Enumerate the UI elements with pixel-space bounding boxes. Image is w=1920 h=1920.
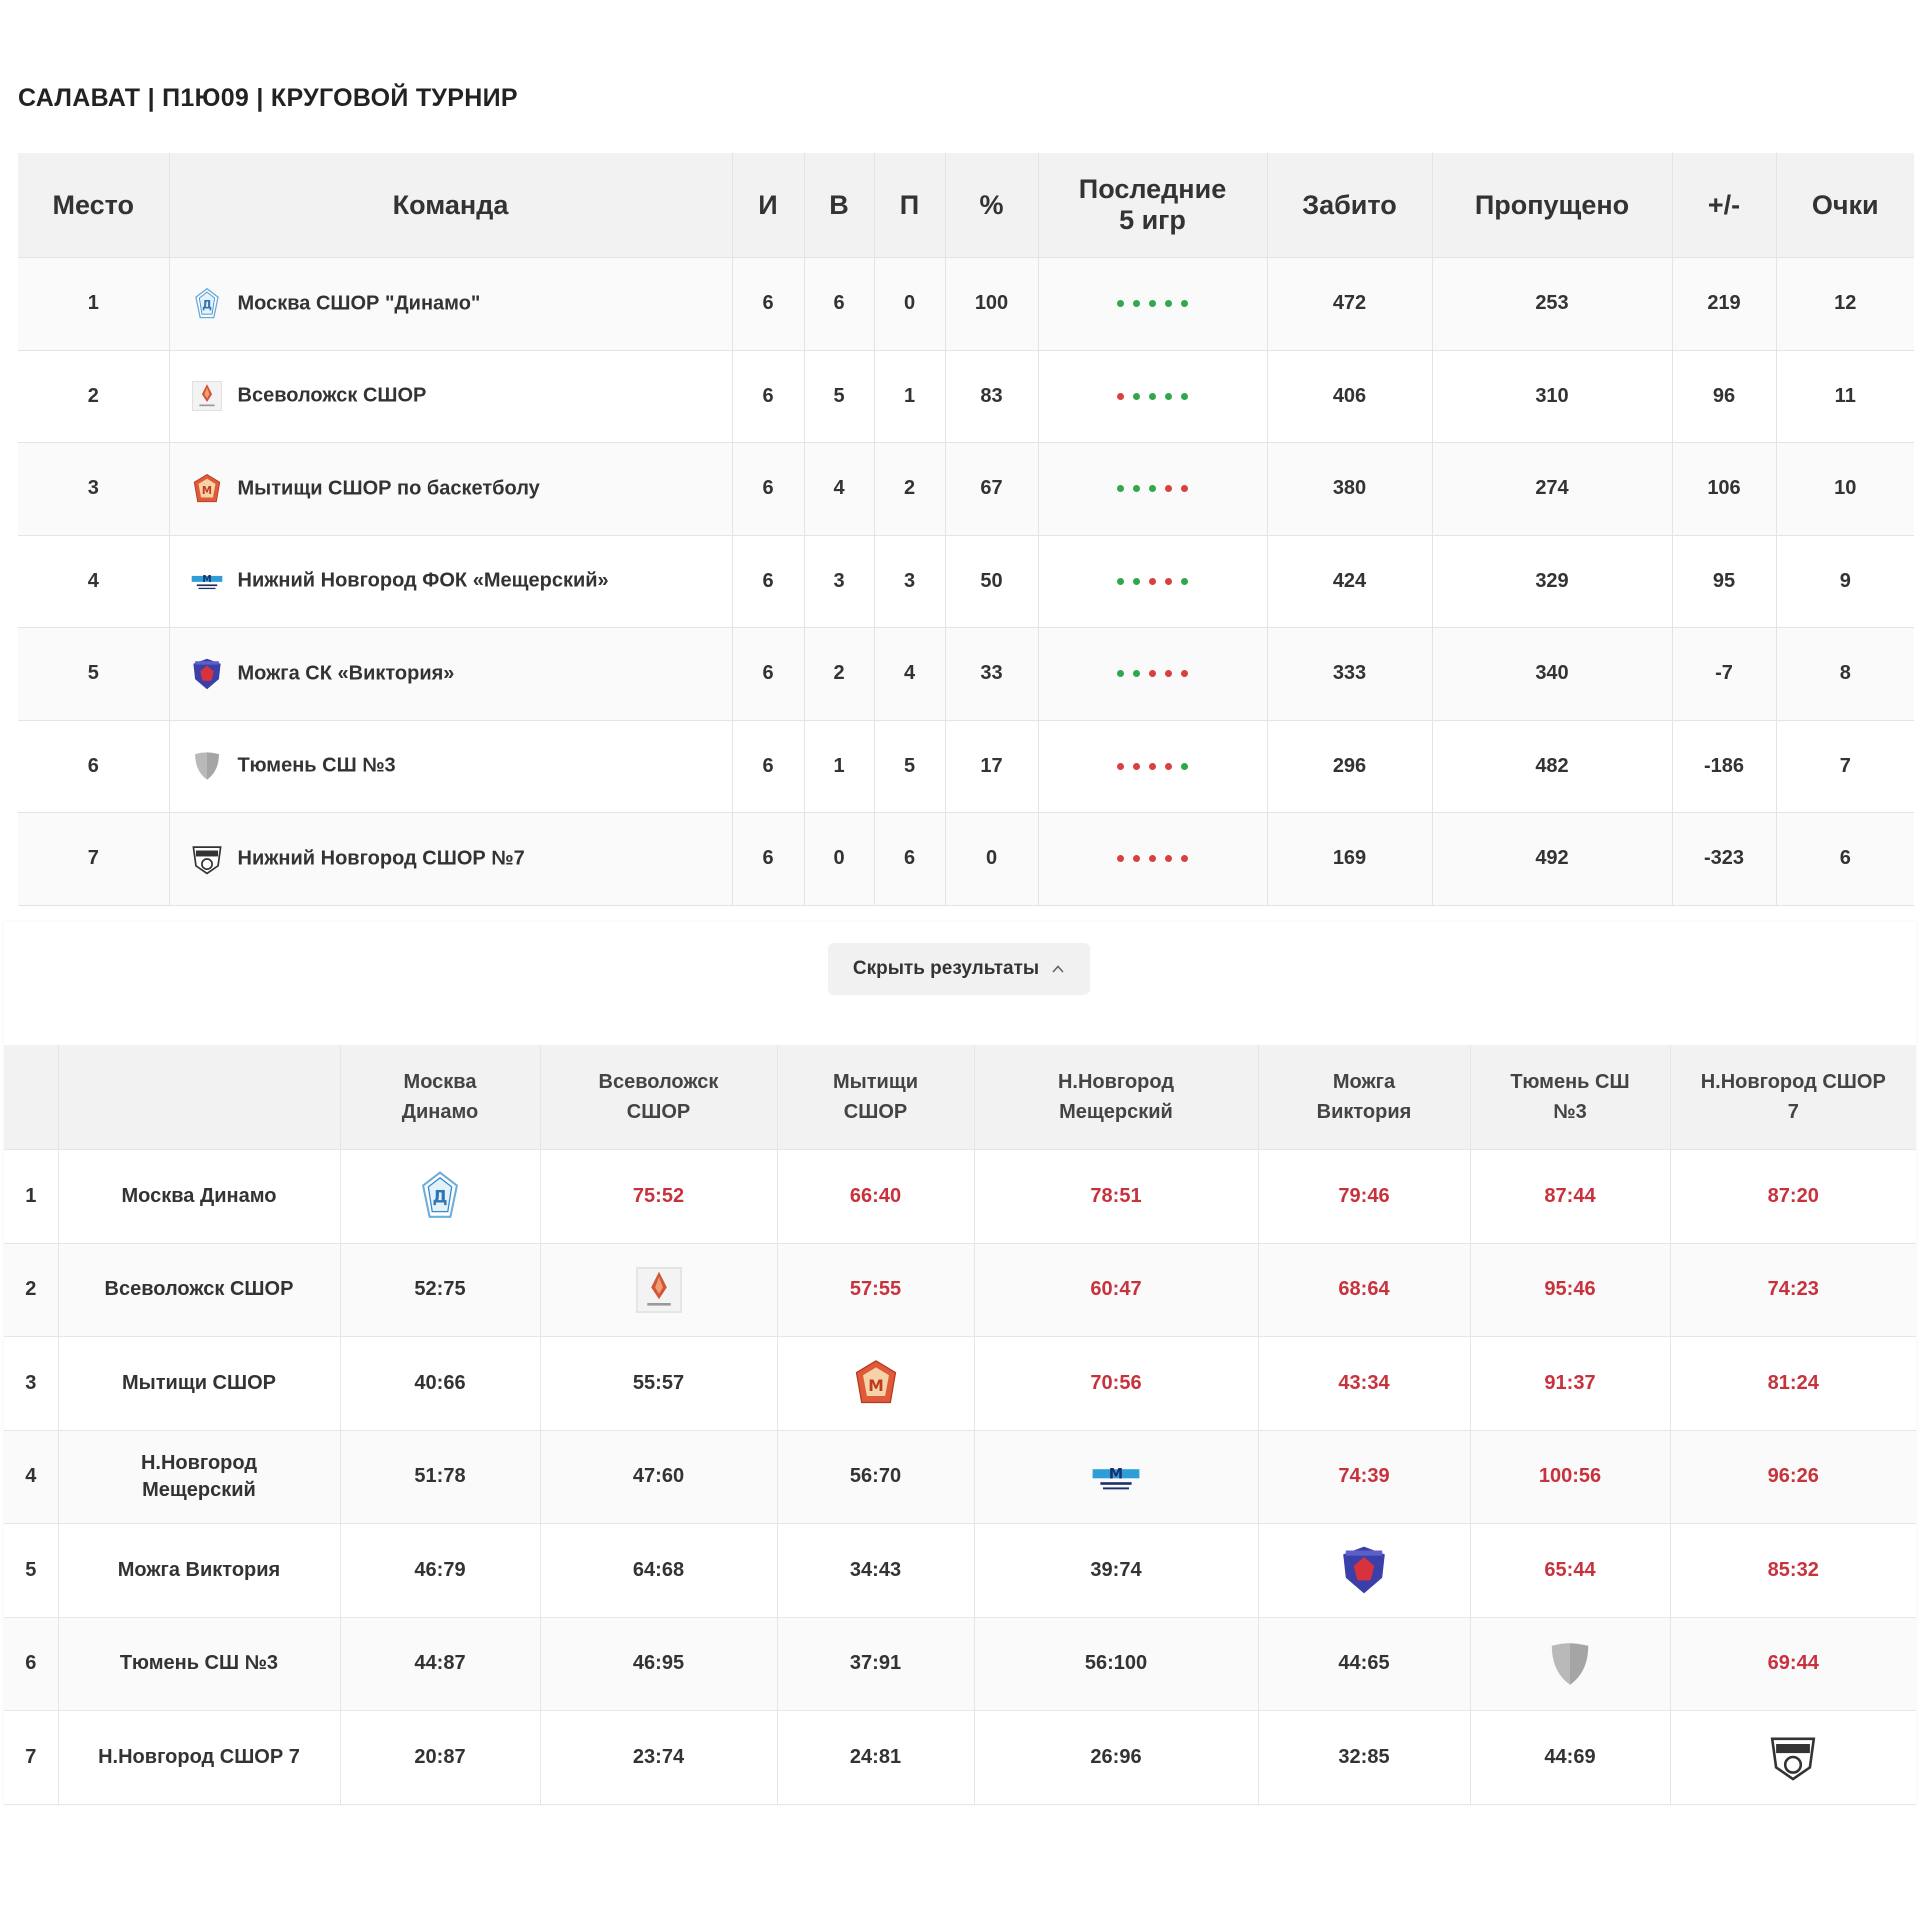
score-cell: 81:24: [1670, 1337, 1916, 1431]
team-name[interactable]: Москва СШОР "Динамо": [237, 292, 481, 315]
losses-cell: 3: [874, 535, 945, 628]
dynamo-logo-icon: [414, 1170, 466, 1222]
cross-results-table: [4, 1045, 1916, 1805]
score-cell: 56:100: [974, 1617, 1258, 1711]
score-cell: 68:64: [1258, 1243, 1470, 1337]
games-cell: 6: [732, 535, 804, 628]
cross-header-column: [777, 1045, 974, 1150]
games-cell: 6: [732, 813, 804, 906]
team-cell[interactable]: [169, 443, 732, 536]
score-cell: 75:52: [540, 1150, 777, 1244]
last5-cell: [1038, 350, 1267, 443]
column-line1: Москва: [403, 1071, 477, 1093]
cross-row: [4, 1524, 1916, 1618]
conceded-cell: 340: [1432, 628, 1672, 721]
diagonal-logo-cell: [540, 1243, 777, 1337]
cross-row: [4, 1617, 1916, 1711]
loss-dot: [1149, 855, 1156, 862]
score-cell: 95:46: [1470, 1243, 1670, 1337]
header-conceded: Пропущено: [1432, 153, 1672, 258]
games-cell: 6: [732, 628, 804, 721]
score-cell: 70:56: [974, 1337, 1258, 1431]
team-logo: [414, 1170, 466, 1222]
conceded-cell: 310: [1432, 350, 1672, 443]
score-cell: 44:65: [1258, 1617, 1470, 1711]
last5-dots: [1117, 485, 1188, 492]
win-dot: [1165, 300, 1172, 307]
win-dot: [1149, 485, 1156, 492]
team-logo: [1090, 1451, 1142, 1503]
wins-cell: 5: [804, 350, 874, 443]
loss-dot: [1149, 763, 1156, 770]
cross-team-cell[interactable]: [58, 1524, 340, 1618]
row-number: 4: [4, 1430, 58, 1524]
loss-dot: [1165, 763, 1172, 770]
cross-row: [4, 1711, 1916, 1805]
percent-cell: 33: [945, 628, 1038, 721]
score-cell: 64:68: [540, 1524, 777, 1618]
cross-team-cell[interactable]: [58, 1430, 340, 1524]
score-cell: 47:60: [540, 1430, 777, 1524]
loss-dot: [1181, 855, 1188, 862]
diff-cell: 219: [1672, 258, 1776, 351]
cross-header-column: [1258, 1045, 1470, 1150]
diff-cell: 96: [1672, 350, 1776, 443]
games-cell: 6: [732, 350, 804, 443]
last5-dots: [1117, 393, 1188, 400]
row-number: 5: [4, 1524, 58, 1618]
score-cell: 65:44: [1470, 1524, 1670, 1618]
losses-cell: 5: [874, 720, 945, 813]
score-cell: 44:69: [1470, 1711, 1670, 1805]
header-team: Команда: [169, 153, 732, 258]
score-cell: 66:40: [777, 1150, 974, 1244]
score-cell: 91:37: [1470, 1337, 1670, 1431]
win-dot: [1149, 300, 1156, 307]
place-cell: 6: [18, 720, 169, 813]
scored-cell: 333: [1267, 628, 1432, 721]
diff-cell: -186: [1672, 720, 1776, 813]
points-cell: 6: [1776, 813, 1914, 906]
points-cell: 9: [1776, 535, 1914, 628]
column-line2: 7: [1787, 1101, 1799, 1123]
header-games: И: [732, 153, 804, 258]
standings-row: [18, 258, 1914, 351]
team-cell[interactable]: [169, 258, 732, 351]
cross-team-line1: Москва Динамо: [121, 1184, 277, 1207]
row-number: 3: [4, 1337, 58, 1431]
standings-row: [18, 350, 1914, 443]
last5-dots: [1117, 578, 1188, 585]
svg-text:M: M: [867, 1377, 884, 1396]
score-cell: 34:43: [777, 1524, 974, 1618]
score-cell: 100:56: [1470, 1430, 1670, 1524]
column-line1: Тюмень СШ: [1510, 1071, 1630, 1093]
column-line1: Н.Новгород СШОР: [1700, 1071, 1886, 1093]
score-cell: 55:57: [540, 1337, 777, 1431]
scored-cell: 380: [1267, 443, 1432, 536]
last5-cell: [1038, 258, 1267, 351]
points-cell: 11: [1776, 350, 1914, 443]
win-dot: [1133, 393, 1140, 400]
place-cell: 4: [18, 535, 169, 628]
cross-team-cell[interactable]: [58, 1711, 340, 1805]
last5-dots: [1117, 300, 1188, 307]
svg-text:Д: Д: [432, 1186, 448, 1207]
svg-text:M: M: [1108, 1466, 1124, 1483]
header-percent: %: [945, 153, 1038, 258]
team-cell[interactable]: [169, 720, 732, 813]
percent-cell: 100: [945, 258, 1038, 351]
cross-team-line1: Всеволожск СШОР: [104, 1278, 294, 1301]
score-cell: 51:78: [340, 1430, 540, 1524]
header-losses: П: [874, 153, 945, 258]
score-cell: 96:26: [1670, 1430, 1916, 1524]
team-logo: [190, 472, 224, 506]
diff-cell: 106: [1672, 443, 1776, 536]
team-logo: [850, 1357, 902, 1409]
column-line1: Н.Новгород: [1057, 1071, 1175, 1093]
row-number: 1: [4, 1150, 58, 1244]
score-cell: 39:74: [974, 1524, 1258, 1618]
win-dot: [1149, 393, 1156, 400]
losses-cell: 4: [874, 628, 945, 721]
percent-cell: 50: [945, 535, 1038, 628]
last5-cell: [1038, 813, 1267, 906]
wins-cell: 0: [804, 813, 874, 906]
header-points: Очки: [1776, 153, 1914, 258]
loss-dot: [1165, 670, 1172, 677]
losses-cell: 0: [874, 258, 945, 351]
score-cell: 74:39: [1258, 1430, 1470, 1524]
win-dot: [1133, 485, 1140, 492]
conceded-cell: 329: [1432, 535, 1672, 628]
team-logo: [1544, 1638, 1596, 1690]
win-dot: [1117, 578, 1124, 585]
percent-cell: 17: [945, 720, 1038, 813]
score-cell: 20:87: [340, 1711, 540, 1805]
cross-header-column: [1470, 1045, 1670, 1150]
cross-header-column: [974, 1045, 1258, 1150]
place-cell: 3: [18, 443, 169, 536]
percent-cell: 0: [945, 813, 1038, 906]
diff-cell: -7: [1672, 628, 1776, 721]
team-name[interactable]: Мытищи СШОР по баскетболу: [237, 477, 540, 500]
last5-cell: [1038, 628, 1267, 721]
team-logo: [1338, 1544, 1390, 1596]
svg-text:M: M: [201, 574, 212, 586]
score-cell: 78:51: [974, 1150, 1258, 1244]
row-number: 7: [4, 1711, 58, 1805]
header-last5-line2: 5 игр: [1119, 205, 1186, 235]
score-cell: 32:85: [1258, 1711, 1470, 1805]
points-cell: 12: [1776, 258, 1914, 351]
score-cell: 44:87: [340, 1617, 540, 1711]
sshor7-logo-icon: [1767, 1731, 1819, 1783]
standings-row: [18, 720, 1914, 813]
meshchersky-logo-icon: [190, 564, 224, 598]
hide-results-button[interactable]: [828, 943, 1090, 995]
loss-dot: [1133, 763, 1140, 770]
score-cell: 57:55: [777, 1243, 974, 1337]
diagonal-logo-cell: [340, 1150, 540, 1244]
team-name[interactable]: Всеволожск СШОР: [237, 384, 427, 407]
win-dot: [1133, 578, 1140, 585]
svg-text:M: M: [201, 485, 212, 497]
column-line2: СШОР: [843, 1101, 908, 1123]
wins-cell: 6: [804, 258, 874, 351]
mytishchi-logo-icon: [190, 472, 224, 506]
losses-cell: 6: [874, 813, 945, 906]
diagonal-logo-cell: [1258, 1524, 1470, 1618]
header-scored: Забито: [1267, 153, 1432, 258]
column-line1: Всеволожск: [598, 1071, 719, 1093]
place-cell: 7: [18, 813, 169, 906]
diagonal-logo-cell: [1670, 1711, 1916, 1805]
row-number: 6: [4, 1617, 58, 1711]
loss-dot: [1117, 393, 1124, 400]
conceded-cell: 274: [1432, 443, 1672, 536]
team-name[interactable]: Тюмень СШ №3: [237, 754, 396, 777]
team-cell[interactable]: [169, 628, 732, 721]
vsevolozhsk-logo-icon: [190, 379, 224, 413]
loss-dot: [1117, 763, 1124, 770]
header-wins: В: [804, 153, 874, 258]
loss-dot: [1165, 578, 1172, 585]
row-number: 2: [4, 1243, 58, 1337]
loss-dot: [1181, 670, 1188, 677]
svg-text:Д: Д: [201, 298, 212, 311]
diagonal-logo-cell: [974, 1430, 1258, 1524]
loss-dot: [1117, 855, 1124, 862]
score-cell: 85:32: [1670, 1524, 1916, 1618]
shield-logo-icon: [190, 749, 224, 783]
shield-logo-icon: [1544, 1638, 1596, 1690]
score-cell: 52:75: [340, 1243, 540, 1337]
cross-team-line1: Мытищи СШОР: [122, 1371, 276, 1394]
team-cell[interactable]: [169, 813, 732, 906]
scored-cell: 472: [1267, 258, 1432, 351]
sshor7-logo-icon: [190, 842, 224, 876]
win-dot: [1181, 393, 1188, 400]
place-cell: 5: [18, 628, 169, 721]
chevron-up-icon: [1051, 962, 1065, 976]
cross-team-line1: Можга Виктория: [117, 1558, 281, 1581]
score-cell: 37:91: [777, 1617, 974, 1711]
place-cell: 2: [18, 350, 169, 443]
cross-row: [4, 1150, 1916, 1244]
cross-row: [4, 1337, 1916, 1431]
cross-team-line1: Н.Новгород: [140, 1451, 258, 1474]
last5-cell: [1038, 720, 1267, 813]
points-cell: 7: [1776, 720, 1914, 813]
losses-cell: 1: [874, 350, 945, 443]
team-logo: [190, 287, 224, 321]
team-name[interactable]: Нижний Новгород ФОК «Мещерский»: [237, 569, 609, 592]
loss-dot: [1149, 578, 1156, 585]
cross-team-line2: Мещерский: [142, 1478, 256, 1501]
cross-header-column: [340, 1045, 540, 1150]
header-last5-line1: Последние: [1078, 174, 1227, 204]
games-cell: 6: [732, 258, 804, 351]
win-dot: [1133, 670, 1140, 677]
vsevolozhsk-logo-icon: [633, 1264, 685, 1316]
team-logo: [190, 379, 224, 413]
percent-cell: 83: [945, 350, 1038, 443]
standings-table: [18, 153, 1914, 906]
score-cell: 69:44: [1670, 1617, 1916, 1711]
mytishchi-logo-icon: [850, 1357, 902, 1409]
win-dot: [1117, 485, 1124, 492]
hide-results-label: Скрыть результаты: [852, 958, 1040, 979]
last5-dots: [1117, 670, 1188, 677]
team-logo: [190, 842, 224, 876]
standings-row: [18, 443, 1914, 536]
win-dot: [1165, 393, 1172, 400]
column-line1: Можга: [1332, 1071, 1396, 1093]
wins-cell: 4: [804, 443, 874, 536]
loss-dot: [1165, 855, 1172, 862]
scored-cell: 296: [1267, 720, 1432, 813]
team-logo: [190, 749, 224, 783]
conceded-cell: 253: [1432, 258, 1672, 351]
page-title: САЛАВАТ | П1Ю09 | КРУГОВОЙ ТУРНИР: [18, 84, 518, 112]
team-name[interactable]: Можга СК «Виктория»: [237, 662, 455, 685]
cross-team-cell[interactable]: [58, 1243, 340, 1337]
cross-row: [4, 1430, 1916, 1524]
win-dot: [1181, 763, 1188, 770]
conceded-cell: 482: [1432, 720, 1672, 813]
score-cell: 46:79: [340, 1524, 540, 1618]
meshchersky-logo-icon: [1090, 1451, 1142, 1503]
place-cell: 1: [18, 258, 169, 351]
loss-dot: [1165, 485, 1172, 492]
points-cell: 8: [1776, 628, 1914, 721]
score-cell: 74:23: [1670, 1243, 1916, 1337]
score-cell: 26:96: [974, 1711, 1258, 1805]
loss-dot: [1149, 670, 1156, 677]
win-dot: [1181, 300, 1188, 307]
wins-cell: 1: [804, 720, 874, 813]
viktoria-logo-icon: [1338, 1544, 1390, 1596]
header-diff: +/-: [1672, 153, 1776, 258]
score-cell: 43:34: [1258, 1337, 1470, 1431]
diagonal-logo-cell: [777, 1337, 974, 1431]
losses-cell: 2: [874, 443, 945, 536]
score-cell: 40:66: [340, 1337, 540, 1431]
team-name[interactable]: Нижний Новгород СШОР №7: [237, 847, 525, 870]
cross-team-line1: Тюмень СШ №3: [119, 1652, 279, 1675]
diff-cell: 95: [1672, 535, 1776, 628]
header-last5: [1038, 153, 1267, 258]
column-line2: №3: [1553, 1101, 1587, 1123]
last5-dots: [1117, 855, 1188, 862]
diff-cell: -323: [1672, 813, 1776, 906]
win-dot: [1117, 300, 1124, 307]
loss-dot: [1133, 855, 1140, 862]
last5-dots: [1117, 763, 1188, 770]
games-cell: 6: [732, 443, 804, 536]
dynamo-logo-icon: [190, 287, 224, 321]
wins-cell: 2: [804, 628, 874, 721]
cross-team-line1: Н.Новгород СШОР 7: [98, 1745, 300, 1768]
score-cell: 87:20: [1670, 1150, 1916, 1244]
viktoria-logo-icon: [190, 657, 224, 691]
score-cell: 87:44: [1470, 1150, 1670, 1244]
column-line1: Мытищи: [833, 1071, 918, 1093]
score-cell: 24:81: [777, 1711, 974, 1805]
win-dot: [1117, 670, 1124, 677]
cross-team-cell[interactable]: [58, 1617, 340, 1711]
standings-row: [18, 813, 1914, 906]
team-logo: [1767, 1731, 1819, 1783]
score-cell: 56:70: [777, 1430, 974, 1524]
team-cell[interactable]: [169, 350, 732, 443]
team-cell[interactable]: [169, 535, 732, 628]
column-line2: Мещерский: [1059, 1101, 1173, 1123]
score-cell: 23:74: [540, 1711, 777, 1805]
games-cell: 6: [732, 720, 804, 813]
cross-header-column: [540, 1045, 777, 1150]
loss-dot: [1181, 485, 1188, 492]
percent-cell: 67: [945, 443, 1038, 536]
last5-cell: [1038, 443, 1267, 536]
column-line2: Виктория: [1316, 1101, 1412, 1123]
header-place: Место: [18, 153, 169, 258]
score-cell: 46:95: [540, 1617, 777, 1711]
cross-team-cell[interactable]: [58, 1150, 340, 1244]
team-logo: [190, 564, 224, 598]
scored-cell: 424: [1267, 535, 1432, 628]
cross-row: [4, 1243, 1916, 1337]
cross-header-row: [4, 1045, 1916, 1150]
conceded-cell: 492: [1432, 813, 1672, 906]
standings-header-row: [18, 153, 1914, 258]
cross-header-column: [1670, 1045, 1916, 1150]
scored-cell: 169: [1267, 813, 1432, 906]
wins-cell: 3: [804, 535, 874, 628]
win-dot: [1181, 578, 1188, 585]
column-line2: СШОР: [626, 1101, 691, 1123]
win-dot: [1133, 300, 1140, 307]
cross-header-num: [4, 1045, 58, 1150]
score-cell: 60:47: [974, 1243, 1258, 1337]
team-logo: [190, 657, 224, 691]
cross-team-cell[interactable]: [58, 1337, 340, 1431]
column-line2: Динамо: [401, 1101, 479, 1123]
last5-cell: [1038, 535, 1267, 628]
diagonal-logo-cell: [1470, 1617, 1670, 1711]
standings-row: [18, 535, 1914, 628]
cross-header-team: [58, 1045, 340, 1150]
points-cell: 10: [1776, 443, 1914, 536]
scored-cell: 406: [1267, 350, 1432, 443]
standings-row: [18, 628, 1914, 721]
team-logo: [633, 1264, 685, 1316]
score-cell: 79:46: [1258, 1150, 1470, 1244]
